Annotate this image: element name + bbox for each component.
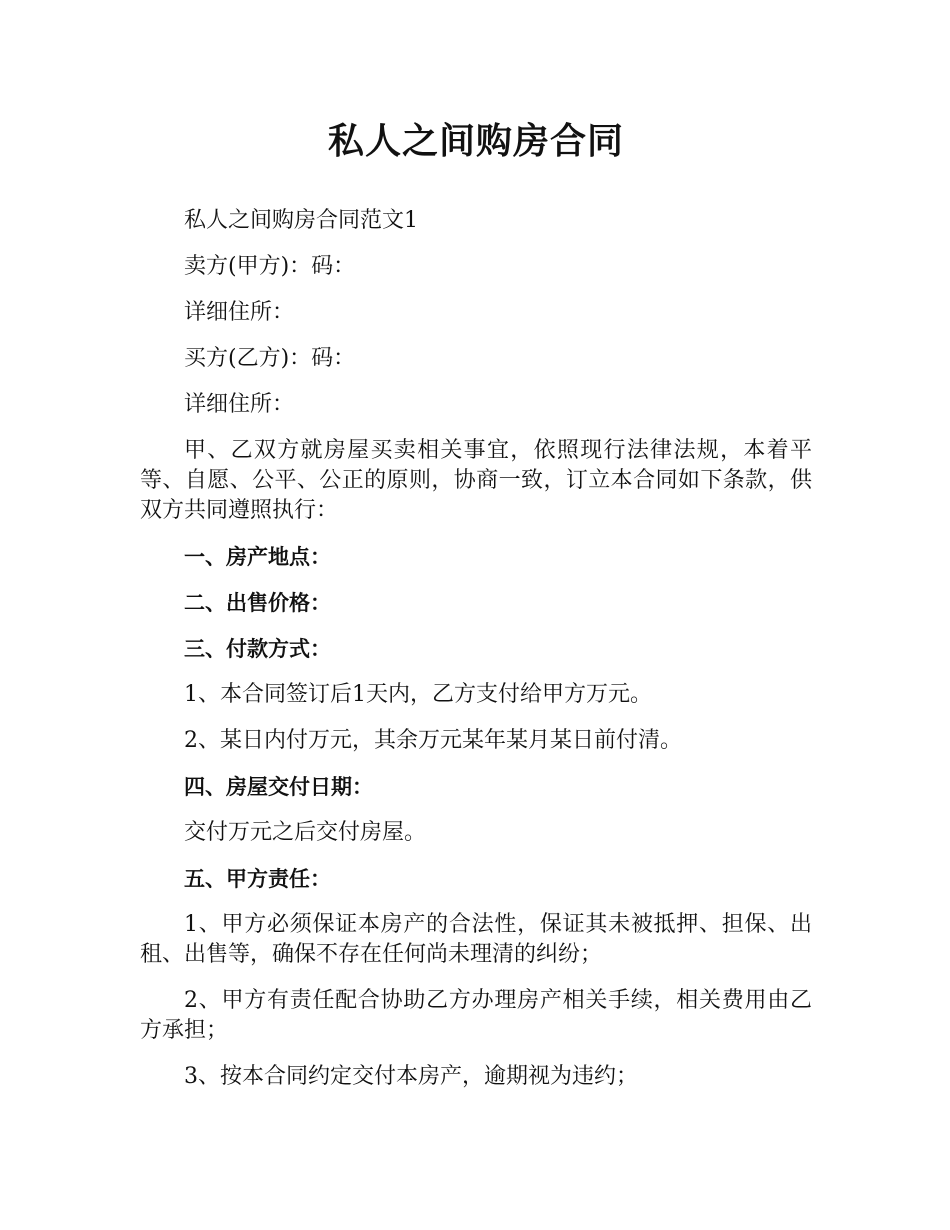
section-heading-sale-price: 二、出售价格： — [184, 591, 331, 615]
document-title: 私人之间购房合同 — [327, 121, 624, 162]
section-heading-property-location: 一、房产地点： — [184, 545, 331, 569]
clause-seller-duty-3: 3、按本合同约定交付本房产，逾期视为违约； — [184, 1064, 638, 1089]
clause-payment-1: 1、本合同签订后1天内，乙方支付给甲方万元。 — [184, 682, 652, 707]
section-heading-seller-duties: 五、甲方责任： — [184, 867, 331, 891]
paragraph-buyer: 买方(乙方)：码： — [184, 346, 356, 371]
clause-seller-duty-1: 1、甲方必须保证本房产的合法性，保证其未被抵押、担保、出租、出售等，确保不存在任何尚未理清的纠纷； — [140, 912, 812, 967]
paragraph-preamble: 甲、乙双方就房屋买卖相关事宜，依照现行法律法规，本着平等、自愿、公平、公正的原则，协商一致，订立本合同如下条款，供双方共同遵照执行： — [140, 438, 812, 523]
paragraph-buyer-address: 详细住所： — [184, 392, 295, 417]
clause-seller-duty-2: 2、甲方有责任配合协助乙方办理房产相关手续，相关费用由乙方承担； — [140, 988, 812, 1043]
clause-delivery: 交付万元之后交付房屋。 — [184, 820, 427, 845]
paragraph-sample-heading: 私人之间购房合同范文1 — [184, 208, 418, 233]
clause-payment-2: 2、某日内付万元，其余万元某年某月某日前付清。 — [184, 728, 682, 753]
paragraph-seller-address: 详细住所： — [184, 300, 295, 325]
paragraph-seller: 卖方(甲方)：码： — [184, 254, 356, 279]
section-heading-payment-method: 三、付款方式： — [184, 637, 331, 661]
section-heading-delivery-date: 四、房屋交付日期： — [184, 775, 373, 799]
